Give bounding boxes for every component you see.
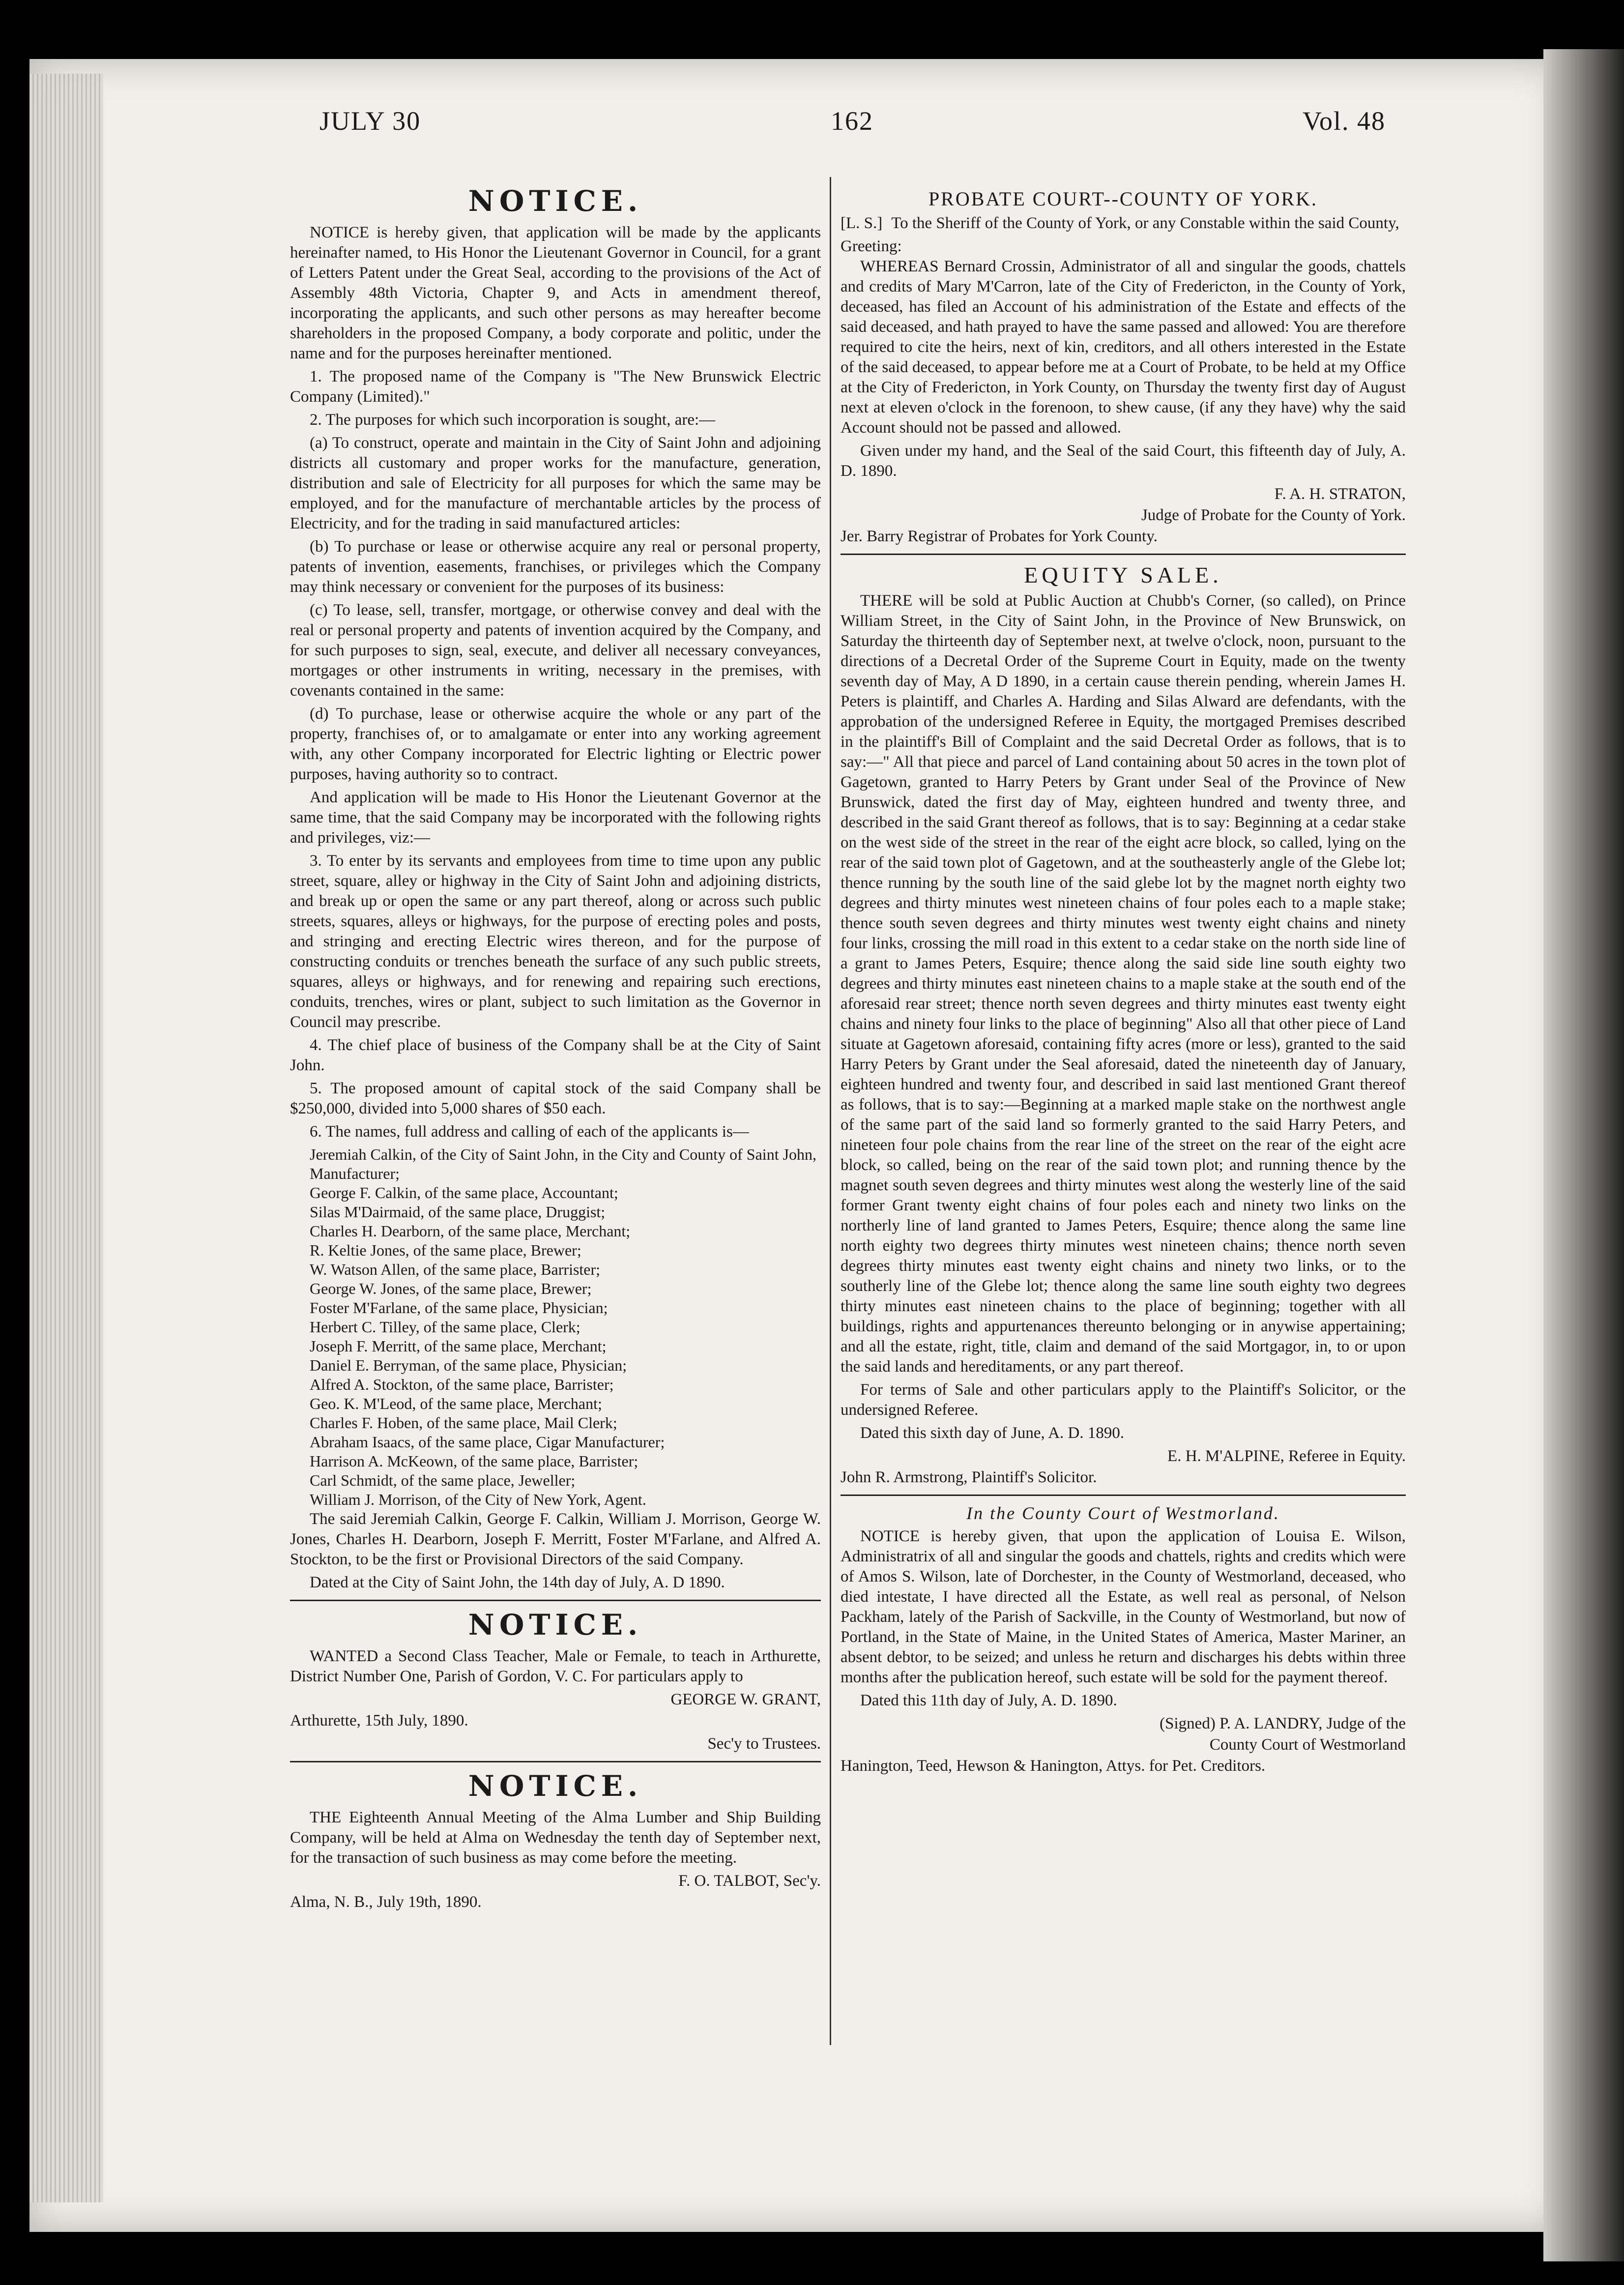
list-item: George F. Calkin, of the same place, Accountant;	[310, 1184, 618, 1201]
list-item: W. Watson Allen, of the same place, Barrister;	[310, 1260, 601, 1278]
signer: (Signed) P. A. LANDRY, Judge of the	[1160, 1715, 1406, 1732]
paragraph: 3. To enter by its servants and employees from time to time upon any public street, square, alley or highway in the City of Saint John and adjoining districts, and break up or open the same or any part thereof, along or across such public streets, squares, alleys or highways, for the purpose of erecting poles and posts, and stringing and erecting Electric wires thereon, and for the purpose of constructing conduits or trenches beneath the surface of any such public streets, squares, alleys or highways, and for renewing and repairing such erections, conduits, trenches, wires or plant, subject to such limitation as the Governor in Council may prescribe.	[290, 852, 821, 1031]
book-spine	[1543, 49, 1624, 2261]
dated-line: Dated this 11th day of July, A. D. 1890.	[860, 1692, 1117, 1709]
place-date: Arthurette, 15th July, 1890.	[290, 1712, 468, 1729]
paragraph: NOTICE is hereby given, that upon the application of Louisa E. Wilson, Administratrix of all and singular the goods and chattels, rights and credits which were of Amos S. Wilson, late of Dorchester, in the County of Westmorland, deceased, who died intestate, I have directed all the Estate, as well real as personal, of Nelson Packham, lately of the Parish of Sackville, in the County of Westmorland, but now of Portland, in the State of Maine, in the United States of America, Master Mariner, an absent debtor, to be seized; and unless he return and discharges his debts within three months after the publication hereof, such estate will be sold for the payment thereof.	[841, 1527, 1406, 1686]
paragraph: WANTED a Second Class Teacher, Male or Female, to teach in Arthurette, District Number One, Parish of Gordon, V. C. For particulars apply to	[290, 1647, 821, 1685]
paragraph: (c) To lease, sell, transfer, mortgage, or otherwise convey and deal with the real or personal property and patents of invention acquired by the Company, and for such purposes to sign, seal, execute, and deliver all necessary conveyances, mortgages or other instruments in writing, necessary in the premises, with covenants contained in the same:	[290, 601, 821, 700]
list-item: Harrison A. McKeown, of the same place, Barrister;	[310, 1452, 638, 1470]
list-item: Herbert C. Tilley, of the same place, Clerk;	[310, 1318, 580, 1336]
right-column	[841, 184, 1406, 1779]
list-item: Joseph F. Merritt, of the same place, Merchant;	[310, 1337, 607, 1355]
paragraph: (d) To purchase, lease or otherwise acquire the whole or any part of the property, franchises of, or to amalgamate or enter into any working agreement with, any other Company incorporated for Electric lighting or Electric power purposes, having authority so to contract.	[290, 705, 821, 783]
page-number: 162	[831, 106, 873, 136]
paragraph: 4. The chief place of business of the Company shall be at the City of Saint John.	[290, 1036, 821, 1074]
paragraph: (b) To purchase or lease or otherwise acquire any real or personal property, patents of invention, easements, franchises, or privileges which the Company may think necessary or convenient for the purposes of its business:	[290, 538, 821, 596]
paragraph: THE Eighteenth Annual Meeting of the Alma Lumber and Ship Building Company, will be held at Alma on Wednesday the tenth day of September next, for the transaction of such business as may come before the meeting.	[290, 1809, 821, 1867]
signer: F. O. TALBOT, Sec'y.	[678, 1872, 821, 1890]
signer: GEORGE W. GRANT,	[670, 1691, 821, 1708]
list-item: Geo. K. M'Leod, of the same place, Merchant;	[310, 1395, 602, 1412]
paragraph: For terms of Sale and other particulars apply to the Plaintiff's Solicitor, or the undersigned Referee.	[841, 1381, 1406, 1419]
list-item: Carl Schmidt, of the same place, Jeweller;	[310, 1471, 576, 1489]
dated-line: Dated this sixth day of June, A. D. 1890.	[860, 1424, 1125, 1442]
page-header	[319, 106, 1401, 155]
section-title: EQUITY SALE.	[1024, 562, 1222, 587]
section-rule	[841, 554, 1406, 555]
signer-role: County Court of Westmorland	[1209, 1736, 1406, 1754]
address: To the Sheriff of the County of York, or any Constable within the said County, Greeting:	[841, 214, 1399, 255]
registrar: Jer. Barry Registrar of Probates for York County.	[841, 527, 1158, 545]
paragraph: (a) To construct, operate and maintain in the City of Saint John and adjoining districts all customary and proper works for the manufacture, generation, distribution and sale of Electricity for all purposes for which the same may be employed, and for the manufacture of merchantable articles by the process of Electricity, and for the trading in said manufactured articles:	[290, 434, 821, 532]
header-date: JULY 30	[319, 106, 421, 136]
list-item: William J. Morrison, of the City of New York, Agent.	[310, 1491, 646, 1508]
paragraph: 2. The purposes for which such incorporation is sought, are:—	[310, 411, 716, 429]
page-stack-edge	[29, 74, 103, 2202]
paragraph: And application will be made to His Honor the Lieutenant Governor at the same time, that the said Company may be incorporated with the following rights and privileges, viz:—	[290, 789, 821, 847]
section-rule	[290, 1761, 821, 1762]
list-item: Charles F. Hoben, of the same place, Mail Clerk;	[310, 1414, 617, 1432]
list-item: George W. Jones, of the same place, Brewer;	[310, 1280, 592, 1297]
volume-number: Vol. 48	[1303, 106, 1386, 136]
signer: E. H. M'ALPINE, Referee in Equity.	[1167, 1447, 1406, 1465]
paragraph: 5. The proposed amount of capital stock of the said Company shall be $250,000, divided into 5,000 shares of $50 each.	[290, 1080, 821, 1117]
paragraph: WHEREAS Bernard Crossin, Administrator of all and singular the goods, chattels and credits of Mary M'Carron, late of the City of Fredericton, in the County of York, deceased, has filed an Account of his administration of the Estate and effects of the said deceased, and hath prayed to have the same passed and allowed: You are therefore required to cite the heirs, next of kin, creditors, and all others interested in the Estate of the said deceased, to appear before me at a Court of Probate, to be held at my Office at the City of Fredericton, in York County, on Thursday the twenty first day of August next at eleven o'clock in the forenoon, to shew cause, (if any they have) why the said Account should not be passed and allowed.	[841, 258, 1406, 437]
signer-role: Judge of Probate for the County of York.	[1141, 506, 1406, 524]
paragraph: The said Jeremiah Calkin, George F. Calkin, William J. Morrison, George W. Jones, Charles H. Dearborn, Joseph F. Merritt, Foster M'Farlane, and Alfred A. Stockton, to be the first or Provisional Directors of the said Company.	[290, 1510, 821, 1568]
list-item: R. Keltie Jones, of the same place, Brewer;	[310, 1241, 581, 1259]
notice-intro: NOTICE is hereby given, that application will be made by the applicants hereinafter named, to His Honor the Lieutenant Governor in Council, for a grant of Letters Patent under the Great Seal, according to the provisions of the Act of Assembly 48th Victoria, Chapter 9, and Acts in amendment thereof, incorporating the applicants, and such other persons as may hereafter become shareholders in the proposed Company, a body corporate and politic, under the name and for the purposes hereinafter mentioned.	[290, 224, 821, 362]
notice-title: NOTICE.	[468, 1769, 643, 1803]
solicitor: John R. Armstrong, Plaintiff's Solicitor.	[841, 1468, 1097, 1486]
list-item: Charles H. Dearborn, of the same place, Merchant;	[310, 1222, 631, 1240]
list-item: Silas M'Dairmaid, of the same place, Druggist;	[310, 1203, 606, 1221]
paragraph: Given under my hand, and the Seal of the said Court, this fifteenth day of July, A. D. 1890.	[841, 442, 1406, 480]
notice-title: NOTICE.	[468, 1608, 643, 1641]
list-item: Foster M'Farlane, of the same place, Physician;	[310, 1299, 608, 1317]
notice-title: NOTICE.	[468, 184, 643, 218]
signer-role: Sec'y to Trustees.	[707, 1735, 821, 1753]
place-date: Alma, N. B., July 19th, 1890.	[290, 1893, 482, 1911]
section-rule	[841, 1494, 1406, 1496]
paragraph: 1. The proposed name of the Company is "The New Brunswick Electric Company (Limited)."	[290, 368, 821, 406]
signer: F. A. H. STRATON,	[1274, 485, 1406, 503]
seal: [L. S.]	[841, 214, 883, 232]
list-item: Abraham Isaacs, of the same place, Cigar Manufacturer;	[310, 1433, 665, 1451]
paragraph: 6. The names, full address and calling of each of the applicants is—	[310, 1123, 749, 1141]
paragraph: THERE will be sold at Public Auction at Chubb's Corner, (so called), on Prince William Street, in the City of Saint John, in the Province of New Brunswick, on Saturday the thirteenth day of September next, at twelve o'clock, noon, pursuant to the directions of a Decretal Order of the Supreme Court in Equity, made on the twenty seventh day of May, A D 1890, in a certain cause therein pending, wherein James H. Peters is plaintiff, and Charles A. Harding and Silas Alward are defendants, with the approbation of the undersigned Referee in Equity, the mortgaged Premises described in the plaintiff's Bill of Complaint and the said Decretal Order as follows, that is to say:—" All that piece and parcel of Land containing about 50 acres in the town plot of Gagetown, granted to Harry Peters by Grant under Seal of the Province of New Brunswick, dated the first day of May, eighteen hundred and twenty three, and described in the said Grant thereof as follows, that is to say: Beginning at a cedar stake on the west side of the street in the rear of the eight acre block, so called, lying on the rear of the said town plot of Gagetown, and at the southeasterly angle of the Glebe lot; thence running by the south line of the said glebe lot by the magnet north eighty two degrees and thirty minutes west nineteen chains of four poles each to a maple stake; thence south seven degrees and thirty minutes west twenty eight chains and ninety four links, crossing the mill road in this extent to a cedar stake on the north side line of a grant to James Peters, Esquire; thence along the said side line south eighty two degrees and thirty minutes east nineteen chains to a maple stake at the south end of the aforesaid rear street; thence north seven degrees and thirty minutes east twenty eight chains and ninety four links to the place of beginning" Also all that other piece of Land situate at Gagetown aforesaid, containing fifty acres (more or less), granted to the said Harry Peters by Grant under the Seal aforesaid, dated the nineteenth day of January, eighteen hundred and twenty four, and described in said last mentioned Grant thereof as follows, that is to say:—Beginning at a marked maple stake on the northwest angle of the same part of the said land so formerly granted to the said Harry Peters, and nineteen four pole chains from the rear line of the street on the rear of the eight acre block, so called, being on the rear of the said town plot; and running thence by the magnet south seven degrees and thirty minutes west along the westerly line of the said former Grant twenty eight chains of four poles each and ninety two links on the northerly line of land granted to James Peters, Esquire; thence along the same line north eighty two degrees thirty minutes west nineteen chains; thence north seven degrees thirty minutes east twenty eight chains and ninety two links, or to the southerly line of the Glebe lot; thence along the same line south eighty two degrees thirty minutes east nineteen chains to the place of beginning; together with all buildings, rights and appurtenances thereunto belonging or in anywise appertaining; and all the estate, right, title, claim and demand of the said Mortgagor, in, to or upon the said lands and hereditaments, or any part thereof.	[841, 592, 1406, 1376]
left-column	[290, 184, 821, 1915]
list-item: Jeremiah Calkin, of the City of Saint John, in the City and County of Saint John, Manufacturer;	[310, 1145, 817, 1182]
list-item: Daniel E. Berryman, of the same place, Physician;	[310, 1356, 627, 1374]
list-item: Alfred A. Stockton, of the same place, Barrister;	[310, 1376, 614, 1393]
section-rule	[290, 1600, 821, 1601]
applicant-list	[310, 1145, 821, 1509]
attorneys: Hanington, Teed, Hewson & Hanington, Attys. for Pet. Creditors.	[841, 1757, 1266, 1775]
section-title: In the County Court of Westmorland.	[966, 1503, 1280, 1523]
dated-line: Dated at the City of Saint John, the 14th day of July, A. D 1890.	[310, 1574, 725, 1591]
section-title: PROBATE COURT--COUNTY OF YORK.	[928, 188, 1318, 210]
column-divider	[830, 177, 831, 2045]
